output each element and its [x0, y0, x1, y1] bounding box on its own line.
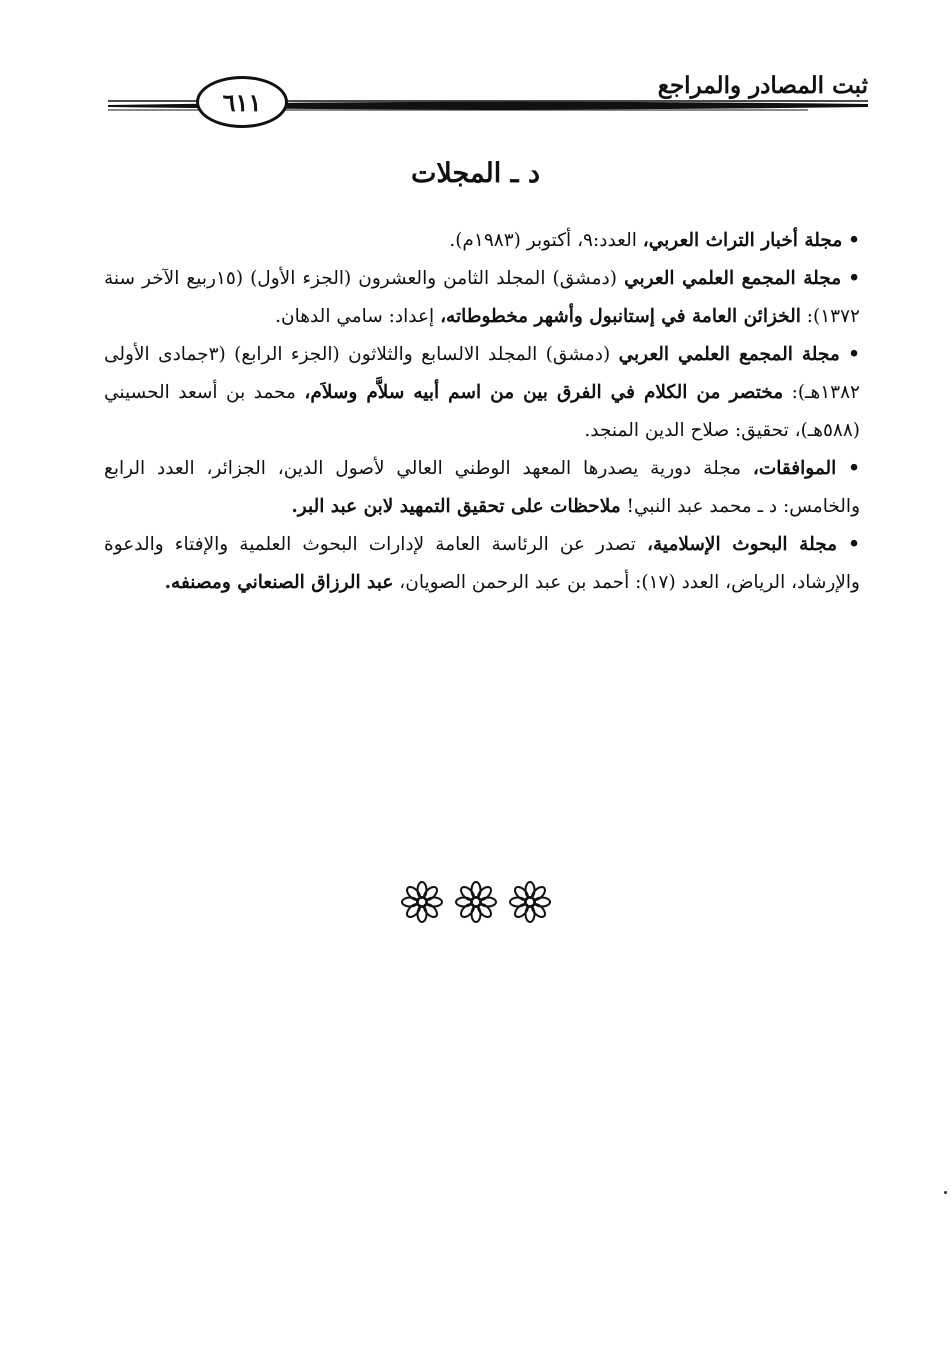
page-number: ٦١١: [196, 76, 288, 128]
journal-title: الموافقات،: [752, 458, 837, 479]
list-item: [104, 336, 860, 450]
bullet: •: [848, 534, 860, 555]
running-title: ثبت المصادر والمراجع: [657, 72, 868, 99]
journal-title: مجلة المجمع العلمي العربي: [618, 344, 840, 365]
scan-speck: [944, 1191, 947, 1194]
bullet: •: [848, 268, 861, 289]
journal-title: مجلة أخبار التراث العربي،: [642, 230, 843, 251]
list-item: [104, 222, 860, 260]
entry-details: العدد:٩، أكتوبر (١٩٨٣م).: [449, 230, 643, 251]
journal-title: مجلة المجمع العلمي العربي: [624, 268, 842, 289]
list-item: [104, 260, 860, 336]
article-title: مختصر من الكلام في الفرق بين من اسم أبيه سلاَّم وسلاَم،: [304, 382, 784, 403]
flower-star-icon: [454, 880, 498, 924]
list-item: [104, 526, 860, 602]
entries-list: [104, 222, 860, 602]
entry-author: محمد بن أسعد الحسيني (٥٨٨هـ)، تحقيق: صلاح الدين المنجد.: [104, 382, 860, 441]
entry-details: (دمشق) المجلد الثامن والعشرون (الجزء الأول) (١٥ربيع الآخر سنة ١٣٧٢):: [104, 268, 860, 327]
bullet: •: [848, 344, 860, 365]
entry-details: (دمشق) المجلد الالسابع والثلاثون (الجزء الرابع) (٣جمادى الأولى ١٣٨٢هـ):: [104, 344, 860, 403]
bullet: •: [848, 458, 860, 479]
journal-title: مجلة البحوث الإسلامية،: [646, 534, 838, 555]
entry-author: إعداد: سامي الدهان.: [275, 306, 441, 327]
article-title: الخزائن العامة في إستانبول وأشهر مخطوطاته،: [440, 306, 801, 327]
page-header: [108, 62, 868, 138]
list-item: [104, 450, 860, 526]
article-title: عبد الرزاق الصنعاني ومصنفه.: [164, 572, 394, 593]
flower-star-icon: [508, 880, 552, 924]
entry-details: مجلة دورية يصدرها المعهد الوطني العالي لأصول الدين، الجزائر، العدد الرابع والخامس: د ـ محمد عبد النبي!: [104, 458, 860, 517]
entry-details: تصدر عن الرئاسة العامة لإدارات البحوث العلمية والإفتاء والدعوة والإرشاد، الرياض، العدد (١٧): أحمد بن عبد الرحمن الصويان،: [104, 534, 860, 593]
bullet: •: [848, 230, 860, 251]
article-title: ملاحظات على تحقيق التمهيد لابن عبد البر.: [291, 496, 621, 517]
flower-star-icon: [400, 880, 444, 924]
section-heading: د ـ المجلات: [410, 158, 541, 189]
ornament-group: [0, 880, 951, 924]
